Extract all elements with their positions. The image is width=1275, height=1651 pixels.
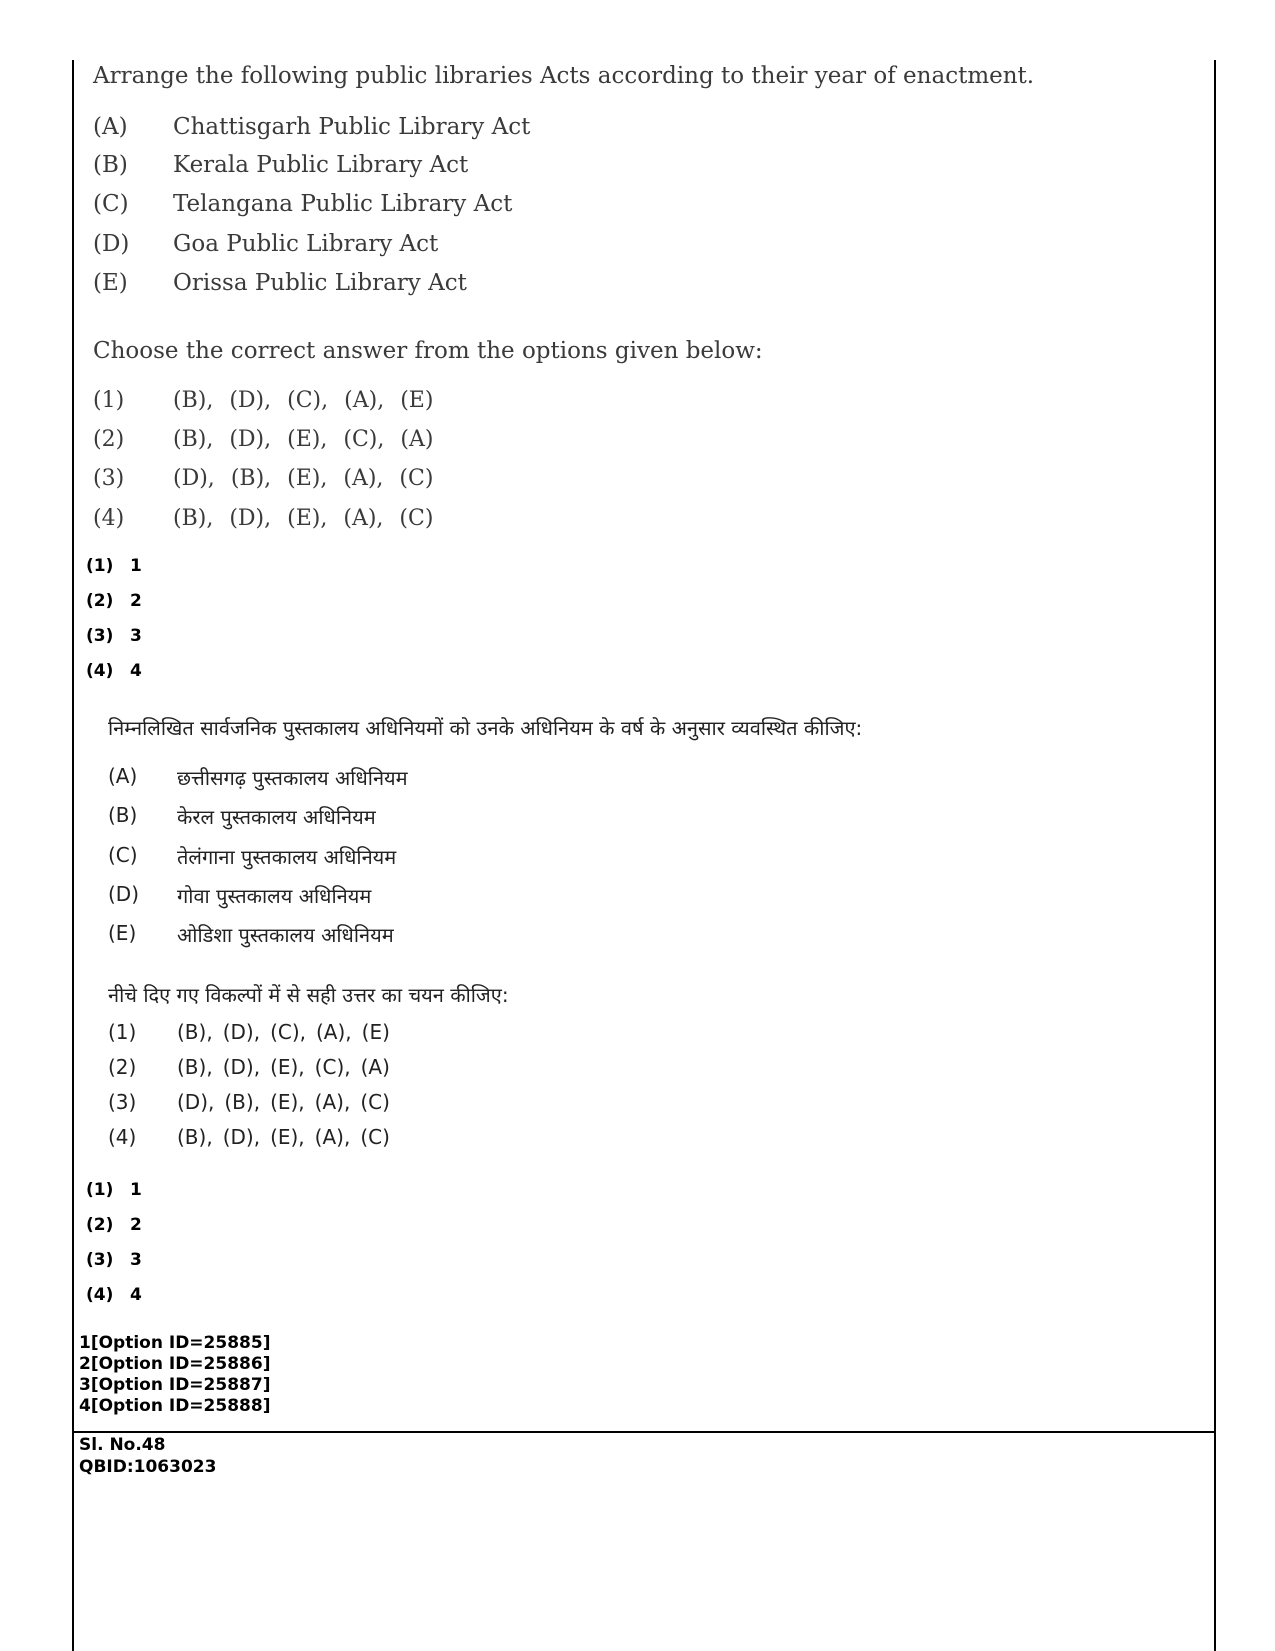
choose-prompt-english: Choose the correct answer from the options given below: bbox=[93, 338, 763, 364]
answer-num: (2) bbox=[86, 1215, 114, 1235]
seq-item: (C), bbox=[270, 1020, 306, 1044]
page-frame-right bbox=[1214, 60, 1216, 1651]
seq-item: (E), bbox=[287, 506, 328, 531]
seq-item: (E), bbox=[270, 1125, 305, 1149]
hindi-item-label-e: (E) bbox=[108, 921, 137, 945]
seq-item: (B), bbox=[230, 466, 272, 491]
answer-num: (2) bbox=[86, 591, 114, 611]
item-label-e: (E) bbox=[93, 270, 128, 296]
seq-item: (E), bbox=[270, 1090, 305, 1114]
page-frame-left bbox=[72, 60, 74, 1651]
answer-value: 4 bbox=[130, 1285, 142, 1305]
option-id: 1[Option ID=25885] bbox=[79, 1333, 271, 1353]
seq-item: (B), bbox=[177, 1055, 213, 1079]
item-label-c: (C) bbox=[93, 191, 129, 217]
seq-item: (D), bbox=[177, 1090, 215, 1114]
hindi-option-number: (1) bbox=[108, 1020, 137, 1044]
answer-option-3[interactable] bbox=[86, 626, 142, 646]
option-id: 2[Option ID=25886] bbox=[79, 1354, 271, 1374]
hindi-option-sequence bbox=[177, 1125, 400, 1149]
seq-item: (B), bbox=[177, 1020, 213, 1044]
answer-option-4[interactable] bbox=[86, 1285, 142, 1305]
answer-option-2[interactable] bbox=[86, 591, 142, 611]
section-divider bbox=[72, 1431, 1216, 1433]
answer-option-1[interactable] bbox=[86, 556, 142, 576]
option-number: (2) bbox=[93, 427, 125, 452]
answer-option-2[interactable] bbox=[86, 1215, 142, 1235]
seq-item: (E), bbox=[270, 1055, 305, 1079]
hindi-item-text-d: गोवा पुस्तकालय अधिनियम bbox=[177, 884, 372, 908]
hindi-item-label-b: (B) bbox=[108, 803, 138, 827]
answer-value: 3 bbox=[130, 1250, 142, 1270]
seq-item: (A), bbox=[343, 466, 384, 491]
option-id-list bbox=[79, 1333, 270, 1417]
seq-item: (A), bbox=[314, 1125, 351, 1149]
answer-num: (1) bbox=[86, 556, 114, 576]
answer-option-4[interactable] bbox=[86, 661, 142, 681]
seq-item: (E) bbox=[400, 388, 434, 413]
question-meta bbox=[79, 1434, 216, 1478]
seq-item: (E) bbox=[361, 1020, 390, 1044]
seq-item: (A), bbox=[316, 1020, 352, 1044]
seq-item: (A) bbox=[400, 427, 434, 452]
seq-item: (B), bbox=[173, 506, 214, 531]
answer-num: (3) bbox=[86, 1250, 114, 1270]
option-number: (3) bbox=[93, 466, 125, 491]
option-id: 4[Option ID=25888] bbox=[79, 1396, 271, 1416]
answer-num: (4) bbox=[86, 661, 114, 681]
seq-item: (D), bbox=[222, 1020, 261, 1044]
hindi-item-text-c: तेलंगाना पुस्तकालय अधिनियम bbox=[177, 845, 397, 869]
seq-item: (B), bbox=[173, 388, 214, 413]
seq-item: (B), bbox=[224, 1090, 261, 1114]
seq-item: (A) bbox=[360, 1055, 390, 1079]
item-label-b: (B) bbox=[93, 152, 128, 178]
hindi-item-text-b: केरल पुस्तकालय अधिनियम bbox=[177, 805, 376, 829]
answer-value: 1 bbox=[130, 556, 142, 576]
seq-item: (A), bbox=[344, 388, 385, 413]
seq-item: (C), bbox=[287, 388, 329, 413]
answer-num: (3) bbox=[86, 626, 114, 646]
seq-item: (C) bbox=[360, 1125, 390, 1149]
seq-item: (A), bbox=[343, 506, 384, 531]
hindi-item-text-e: ओडिशा पुस्तकालय अधिनियम bbox=[177, 923, 394, 947]
answer-value: 2 bbox=[130, 591, 142, 611]
seq-item: (D), bbox=[222, 1055, 261, 1079]
serial-number: Sl. No.48 bbox=[79, 1435, 166, 1455]
hindi-item-label-c: (C) bbox=[108, 843, 138, 867]
answer-option-3[interactable] bbox=[86, 1250, 142, 1270]
item-text-d: Goa Public Library Act bbox=[173, 231, 439, 257]
question-text-hindi: निम्नलिखित सार्वजनिक पुस्तकालय अधिनियमों को उनके अधिनियम के वर्ष के अनुसार व्यवस्थित कीजिए: bbox=[108, 716, 863, 740]
seq-item: (D), bbox=[222, 1125, 261, 1149]
seq-item: (C), bbox=[343, 427, 385, 452]
seq-item: (D), bbox=[173, 466, 215, 491]
answer-option-1[interactable] bbox=[86, 1180, 142, 1200]
hindi-option-number: (4) bbox=[108, 1125, 137, 1149]
hindi-option-sequence bbox=[177, 1090, 400, 1114]
hindi-option-sequence bbox=[177, 1055, 400, 1079]
hindi-option-number: (2) bbox=[108, 1055, 137, 1079]
seq-item: (E), bbox=[287, 427, 328, 452]
seq-item: (C) bbox=[399, 466, 434, 491]
option-sequence bbox=[173, 427, 449, 452]
question-text-english: Arrange the following public libraries Acts according to their year of enactment. bbox=[93, 63, 1035, 89]
answer-value: 2 bbox=[130, 1215, 142, 1235]
item-text-c: Telangana Public Library Act bbox=[173, 191, 513, 217]
seq-item: (D), bbox=[229, 388, 272, 413]
item-label-a: (A) bbox=[93, 114, 128, 140]
hindi-item-label-d: (D) bbox=[108, 882, 140, 906]
seq-item: (C) bbox=[360, 1090, 390, 1114]
option-sequence bbox=[173, 466, 449, 491]
answer-num: (4) bbox=[86, 1285, 114, 1305]
seq-item: (E), bbox=[287, 466, 328, 491]
seq-item: (A), bbox=[314, 1090, 351, 1114]
option-number: (4) bbox=[93, 506, 125, 531]
answer-value: 1 bbox=[130, 1180, 142, 1200]
option-sequence bbox=[173, 506, 449, 531]
hindi-item-label-a: (A) bbox=[108, 764, 138, 788]
option-sequence bbox=[173, 388, 449, 413]
item-text-a: Chattisgarh Public Library Act bbox=[173, 114, 531, 140]
hindi-item-text-a: छत्तीसगढ़ पुस्तकालय अधिनियम bbox=[177, 766, 408, 790]
answer-value: 4 bbox=[130, 661, 142, 681]
item-text-e: Orissa Public Library Act bbox=[173, 270, 467, 296]
choose-prompt-hindi: नीचे दिए गए विकल्पों में से सही उत्तर का चयन कीजिए: bbox=[108, 983, 509, 1007]
seq-item: (C), bbox=[314, 1055, 351, 1079]
option-id: 3[Option ID=25887] bbox=[79, 1375, 271, 1395]
seq-item: (D), bbox=[229, 427, 272, 452]
hindi-option-number: (3) bbox=[108, 1090, 137, 1114]
item-text-b: Kerala Public Library Act bbox=[173, 152, 469, 178]
answer-value: 3 bbox=[130, 626, 142, 646]
hindi-option-sequence bbox=[177, 1020, 400, 1044]
item-label-d: (D) bbox=[93, 231, 130, 257]
answer-num: (1) bbox=[86, 1180, 114, 1200]
seq-item: (D), bbox=[229, 506, 272, 531]
qbid: QBID:1063023 bbox=[79, 1457, 217, 1477]
option-number: (1) bbox=[93, 388, 125, 413]
seq-item: (B), bbox=[173, 427, 214, 452]
seq-item: (B), bbox=[177, 1125, 213, 1149]
seq-item: (C) bbox=[399, 506, 434, 531]
